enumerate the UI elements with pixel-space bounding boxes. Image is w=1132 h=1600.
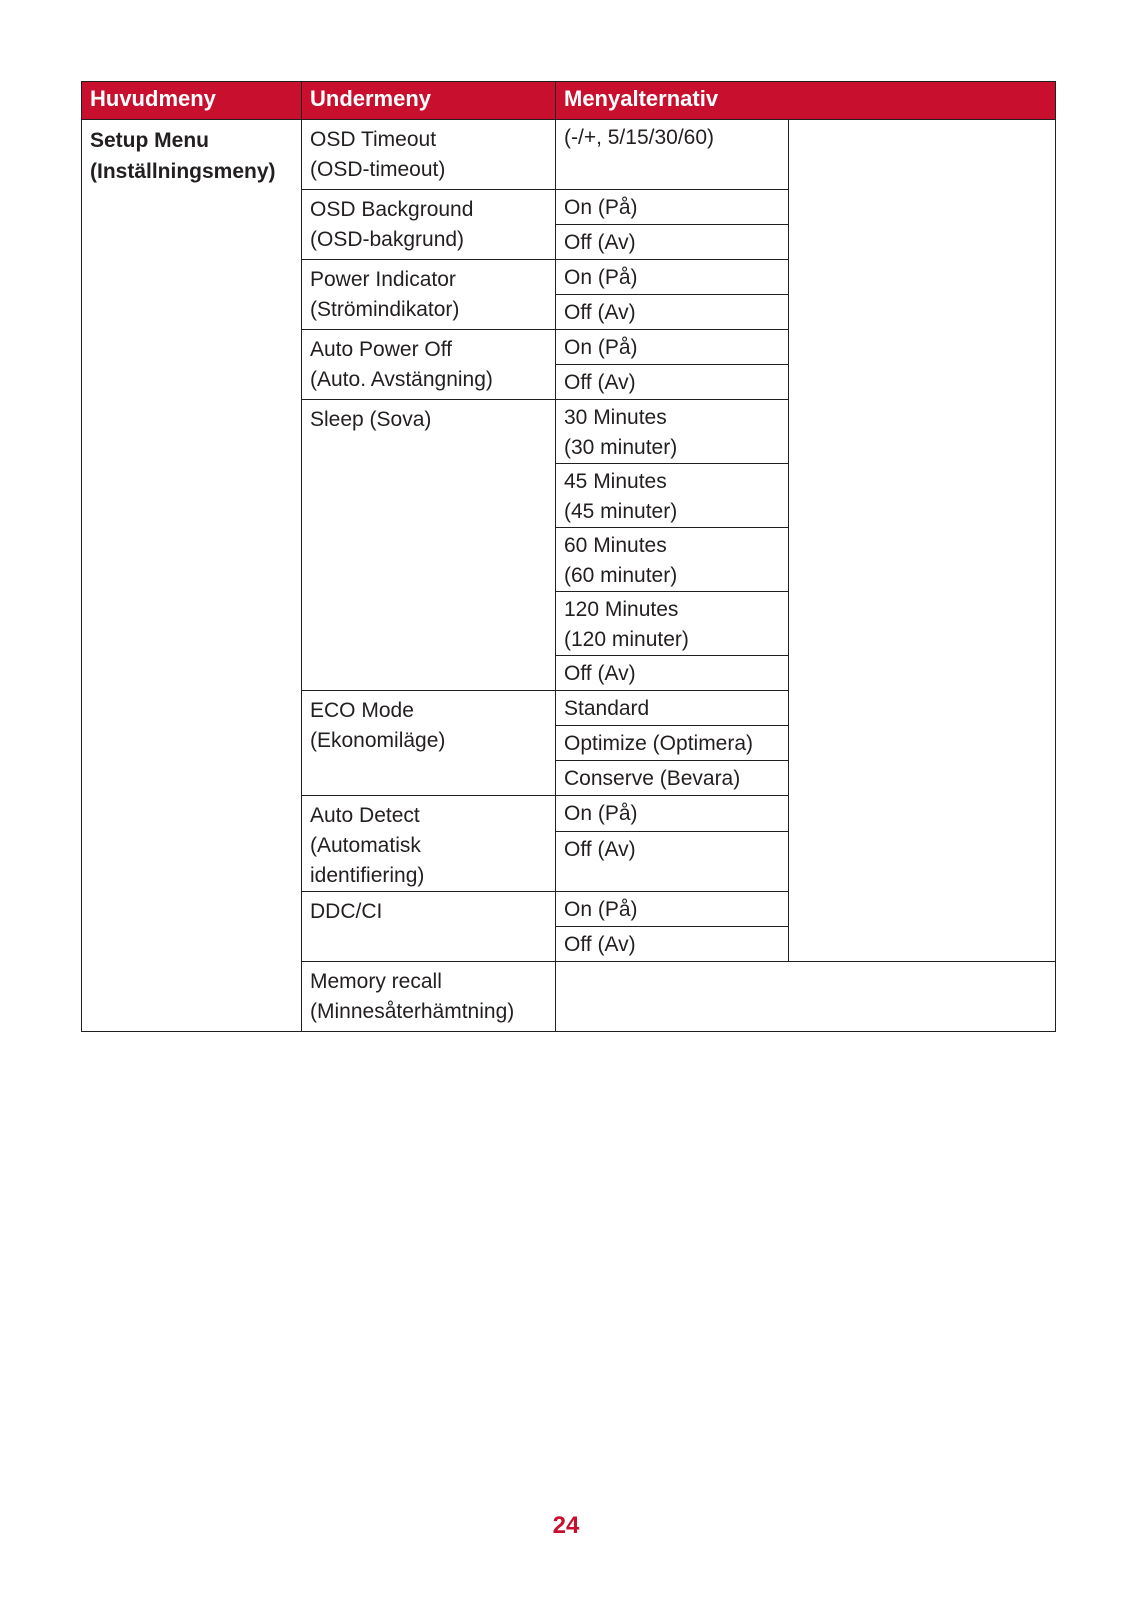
submenu-label: Auto Detect — [310, 804, 420, 827]
option-label: 120 Minutes — [564, 598, 679, 621]
submenu-label: Power Indicator — [310, 268, 456, 291]
menu-table — [81, 81, 1056, 1032]
submenu-label: identifiering) — [310, 864, 425, 887]
submenu-label: Auto Power Off — [310, 338, 453, 361]
submenu-label: OSD Background — [310, 198, 474, 221]
option-label: Off (Av) — [564, 933, 636, 956]
option-cell — [556, 295, 789, 330]
option-cell — [556, 400, 789, 464]
option-cell — [556, 365, 789, 400]
empty-column-cell — [789, 120, 1056, 962]
submenu-label: OSD Timeout — [310, 128, 437, 151]
submenu-cell — [302, 190, 556, 260]
submenu-cell — [302, 962, 556, 1032]
option-cell — [556, 260, 789, 295]
submenu-cell — [302, 892, 556, 962]
submenu-cell — [302, 330, 556, 400]
option-label: On (På) — [564, 266, 638, 289]
option-label: (45 minuter) — [564, 500, 678, 523]
option-label: Off (Av) — [564, 662, 636, 685]
option-label: Standard — [564, 697, 650, 720]
submenu-label: (Minnesåterhämtning) — [310, 1000, 515, 1023]
option-label: Off (Av) — [564, 231, 636, 254]
option-cell — [556, 656, 789, 691]
option-label: (30 minuter) — [564, 436, 678, 459]
submenu-label: (Automatisk — [310, 834, 421, 857]
submenu-cell — [302, 120, 556, 190]
option-label: 45 Minutes — [564, 470, 667, 493]
header-submenu: Undermeny — [302, 82, 556, 120]
page-number: 24 — [552, 1512, 580, 1539]
option-cell — [556, 726, 789, 761]
option-label: Off (Av) — [564, 838, 636, 862]
table-header-row — [82, 82, 1056, 120]
submenu-label: DDC/CI — [310, 900, 383, 923]
option-cell — [556, 190, 789, 225]
option-cell — [556, 832, 789, 892]
option-label: 30 Minutes — [564, 406, 667, 429]
main-menu-label: (Inställningsmeny) — [90, 160, 276, 183]
option-label: 60 Minutes — [564, 534, 667, 557]
option-cell — [556, 225, 789, 260]
main-menu-label: Setup Menu — [90, 129, 209, 152]
option-cell — [556, 528, 789, 592]
table-body — [82, 120, 1056, 1032]
submenu-cell — [302, 691, 556, 796]
header-main-menu: Huvudmeny — [82, 82, 302, 120]
header-menu-options: Menyalternativ — [556, 82, 1056, 120]
option-cell — [556, 464, 789, 528]
submenu-label: (Ekonomiläge) — [310, 729, 446, 752]
option-label: On (På) — [564, 196, 638, 219]
option-cell — [556, 330, 789, 365]
submenu-cell — [302, 400, 556, 691]
table-row — [82, 120, 1056, 190]
submenu-label: (OSD-timeout) — [310, 158, 446, 181]
option-label: (-/+, 5/15/30/60) — [564, 126, 715, 149]
option-cell — [556, 761, 789, 796]
submenu-label: (OSD-bakgrund) — [310, 228, 465, 251]
option-label: Off (Av) — [564, 301, 636, 324]
option-cell — [556, 120, 789, 190]
main-menu-cell — [82, 120, 302, 1032]
option-label: (60 minuter) — [564, 564, 678, 587]
option-cell — [556, 927, 789, 962]
submenu-cell — [302, 796, 556, 892]
option-label: (120 minuter) — [564, 628, 689, 651]
submenu-label: (Strömindikator) — [310, 298, 460, 321]
submenu-label: ECO Mode — [310, 699, 414, 722]
option-label: On (På) — [564, 802, 638, 825]
submenu-cell — [302, 260, 556, 330]
submenu-label: Sleep (Sova) — [310, 408, 432, 431]
option-label: Conserve (Bevara) — [564, 767, 741, 790]
submenu-label: Memory recall — [310, 970, 442, 993]
option-label: On (På) — [564, 336, 638, 359]
option-label: Off (Av) — [564, 371, 636, 394]
submenu-label: (Auto. Avstängning) — [310, 368, 493, 391]
options-cell-empty — [556, 962, 1056, 1032]
option-cell — [556, 892, 789, 927]
option-cell — [556, 592, 789, 656]
option-label: Optimize (Optimera) — [564, 732, 754, 755]
option-cell — [556, 691, 789, 726]
option-label: On (På) — [564, 898, 638, 921]
option-cell — [556, 796, 789, 832]
